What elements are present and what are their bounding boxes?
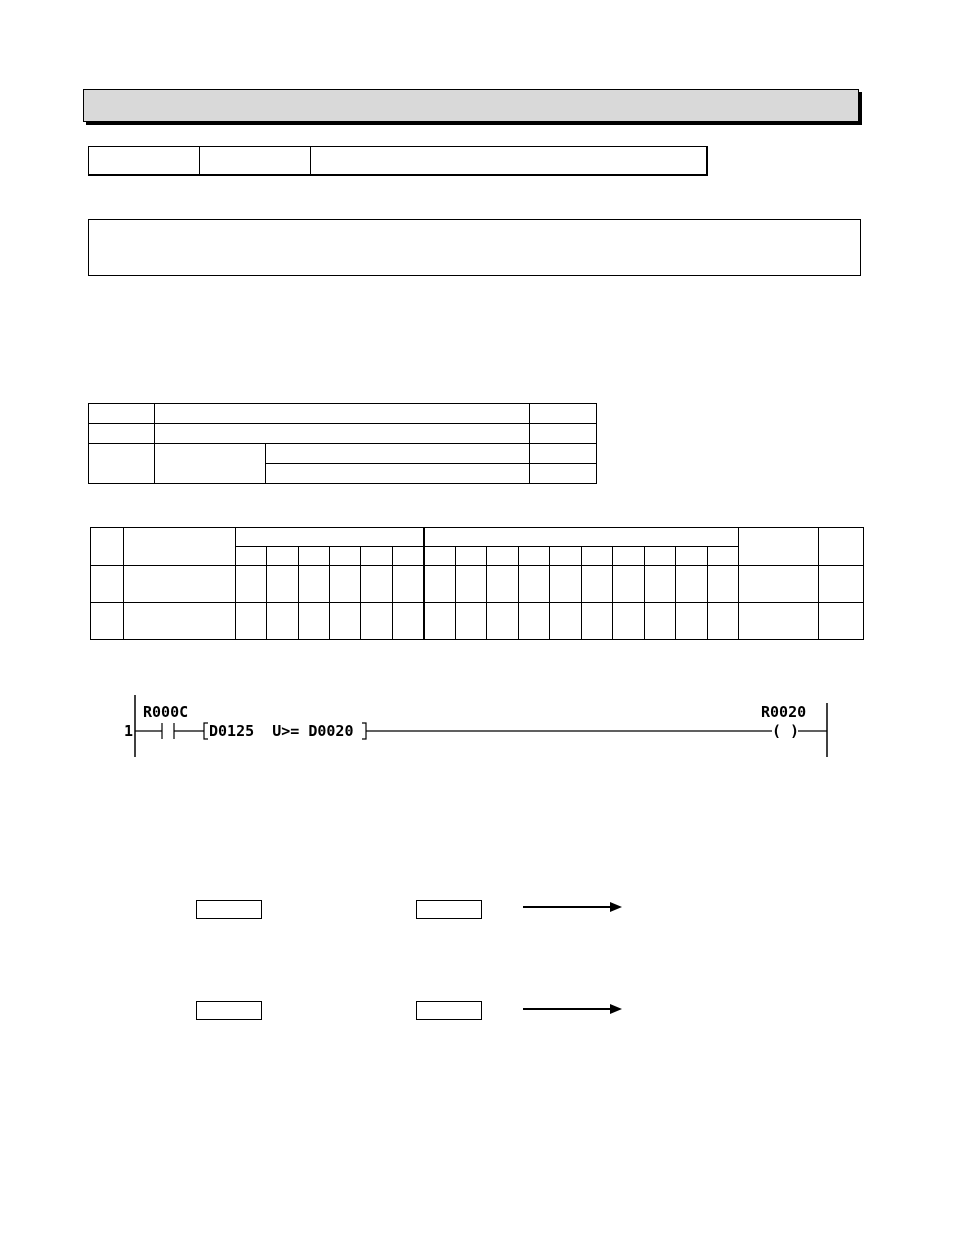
section-title-bar [83, 89, 859, 122]
contact-label: R000C [143, 703, 189, 721]
example-2-arrow-line [523, 1008, 611, 1010]
rung-number: 1 [124, 722, 134, 740]
example-2-operand-b-box [416, 1001, 482, 1020]
example-1-operand-a-box [196, 900, 262, 919]
coil-label: R0020 [761, 703, 807, 721]
coil-symbol: ( ) [772, 722, 800, 740]
operand-table [88, 403, 597, 484]
example-1-arrow-head [610, 902, 622, 912]
header-cell-2 [199, 147, 311, 174]
example-2-arrow-head [610, 1004, 622, 1014]
compare-instruction: D0125 U>= D0020 [209, 722, 354, 740]
example-2-operand-a-box [196, 1001, 262, 1020]
instruction-header-row [88, 146, 708, 176]
example-1-arrow-line [523, 906, 611, 908]
header-cell-3 [310, 147, 707, 174]
example-1-operand-b-box [416, 900, 482, 919]
description-box [88, 219, 861, 276]
ladder-diagram [120, 695, 835, 765]
flags-table [90, 527, 864, 640]
header-cell-1 [89, 147, 200, 174]
